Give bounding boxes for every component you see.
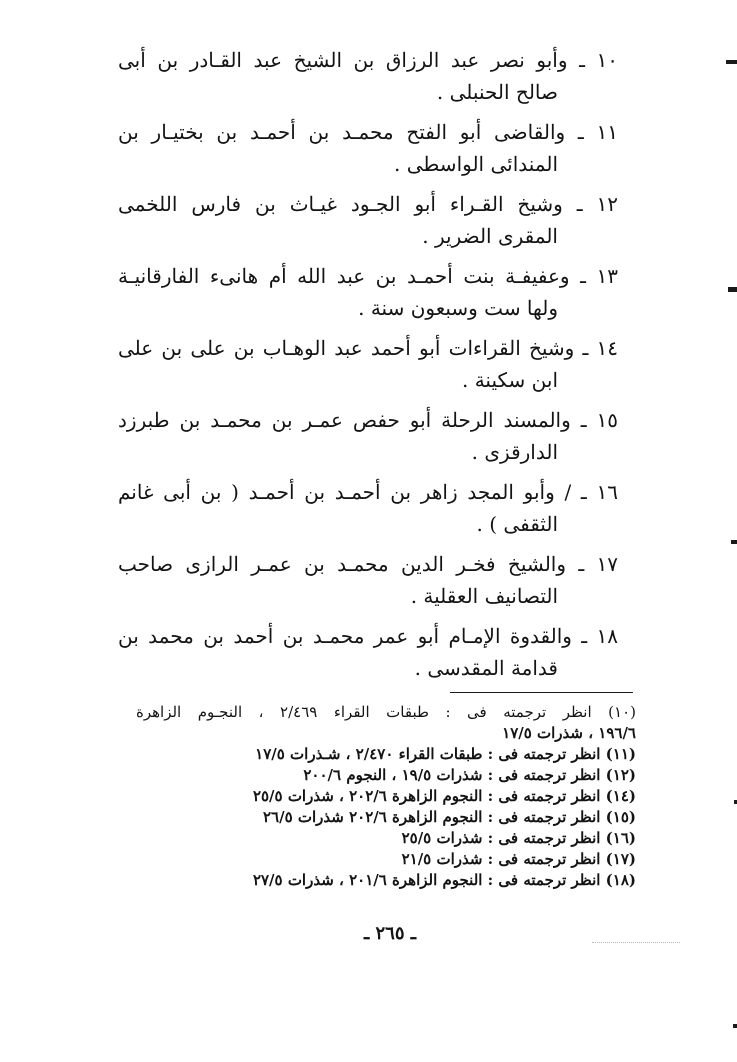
entry-continuation: الثقفى ) .	[476, 512, 558, 536]
footnote-separator	[450, 692, 633, 693]
entry-14	[118, 332, 618, 396]
entry-continuation: ابن سكينة .	[461, 368, 558, 392]
scan-edge-mark	[728, 287, 737, 292]
entry-11	[118, 116, 618, 180]
footnote-10: (١٠) انظر ترجمته فى : طبقات القراء ٢/٤٦٩ ، النجـوم الزاهرة	[136, 703, 636, 721]
entry-continuation: التصانيف العقلية .	[410, 584, 558, 608]
entry-continuation: المندائى الواسطى .	[394, 152, 558, 176]
entry-text: ١٧ ـ والشيخ فخـر الدين محمـد بن عمـر الرازى صاحب	[118, 552, 618, 576]
entry-text: ١٦ ـ / وأبو المجد زاهر بن أحمـد بن أحمـد ( بن أبى غانم	[118, 480, 618, 504]
scan-artifact	[592, 942, 680, 943]
entry-continuation: المقرى الضرير .	[422, 224, 558, 248]
footnote-16: (١٦) انظر ترجمته فى : شذرات ٢٥/٥	[401, 829, 636, 847]
entry-continuation: قدامة المقدسى .	[414, 656, 558, 680]
entry-text: ١٤ ـ وشيخ القراءات أبو أحمد عبد الوهـاب بن على بن على	[118, 336, 618, 360]
entry-10	[118, 44, 618, 108]
scan-edge-mark	[731, 540, 737, 544]
entry-text: ١١ ـ والقاضى أبو الفتح محمـد بن أحمـد بن بختيـار بن	[118, 120, 618, 144]
entry-13	[118, 260, 618, 324]
entry-text: ١٠ ـ وأبو نصر عبد الرزاق بن الشيخ عبد القـادر بن أبى	[118, 48, 618, 72]
footnote-15: (١٥) انظر ترجمته فى : النجوم الزاهرة ٢٠٢/٦ شذرات ٢٦/٥	[263, 808, 636, 826]
footnote-10-continuation: ١٩٦/٦ ، شذرات ١٧/٥	[502, 724, 636, 742]
entry-18	[118, 620, 618, 684]
footnote-12: (١٢) انظر ترجمته فى : شذرات ١٩/٥ ، النجوم ٢٠٠/٦	[303, 766, 636, 784]
footnote-11: (١١) انظر ترجمته فى : طبقات القراء ٢/٤٧٠ ، شـذرات ١٧/٥	[255, 745, 636, 763]
footnote-17: (١٧) انظر ترجمته فى : شذرات ٢١/٥	[401, 850, 636, 868]
entry-continuation: صالح الحنبلى .	[436, 80, 558, 104]
entry-text: ١٨ ـ والقدوة الإمـام أبو عمر محمـد بن أحمد بن محمد بن	[118, 624, 618, 648]
entry-text: ١٢ ـ وشيخ القـراء أبو الجـود غيـاث بن فارس اللخمى	[118, 192, 618, 216]
entries-list	[118, 44, 618, 692]
footnote-14: (١٤) انظر ترجمته فى : النجوم الزاهرة ٢٠٢/٦ ، شذرات ٢٥/٥	[252, 787, 636, 805]
entry-text: ١٥ ـ والمسند الرحلة أبو حفص عمـر بن محمـد بن طبرزد	[118, 408, 618, 432]
entry-16	[118, 476, 618, 540]
scan-edge-mark	[726, 60, 737, 64]
entry-continuation: الدارقزى .	[471, 440, 558, 464]
entry-12	[118, 188, 618, 252]
page-number: ـ ٢٦٥ ـ	[363, 923, 417, 944]
entry-text: ١٣ ـ وعفيفـة بنت أحمـد بن عبد الله أم هانىء الفارقانيـة	[118, 264, 618, 288]
footnote-18: (١٨) انظر ترجمته فى : النجوم الزاهرة ٢٠١/٦ ، شذرات ٢٧/٥	[252, 871, 636, 889]
entry-continuation: ولها ست وسبعون سنة .	[358, 296, 558, 320]
scan-edge-mark	[733, 1024, 737, 1028]
entry-17	[118, 548, 618, 612]
footnotes	[136, 702, 636, 891]
entry-15	[118, 404, 618, 468]
